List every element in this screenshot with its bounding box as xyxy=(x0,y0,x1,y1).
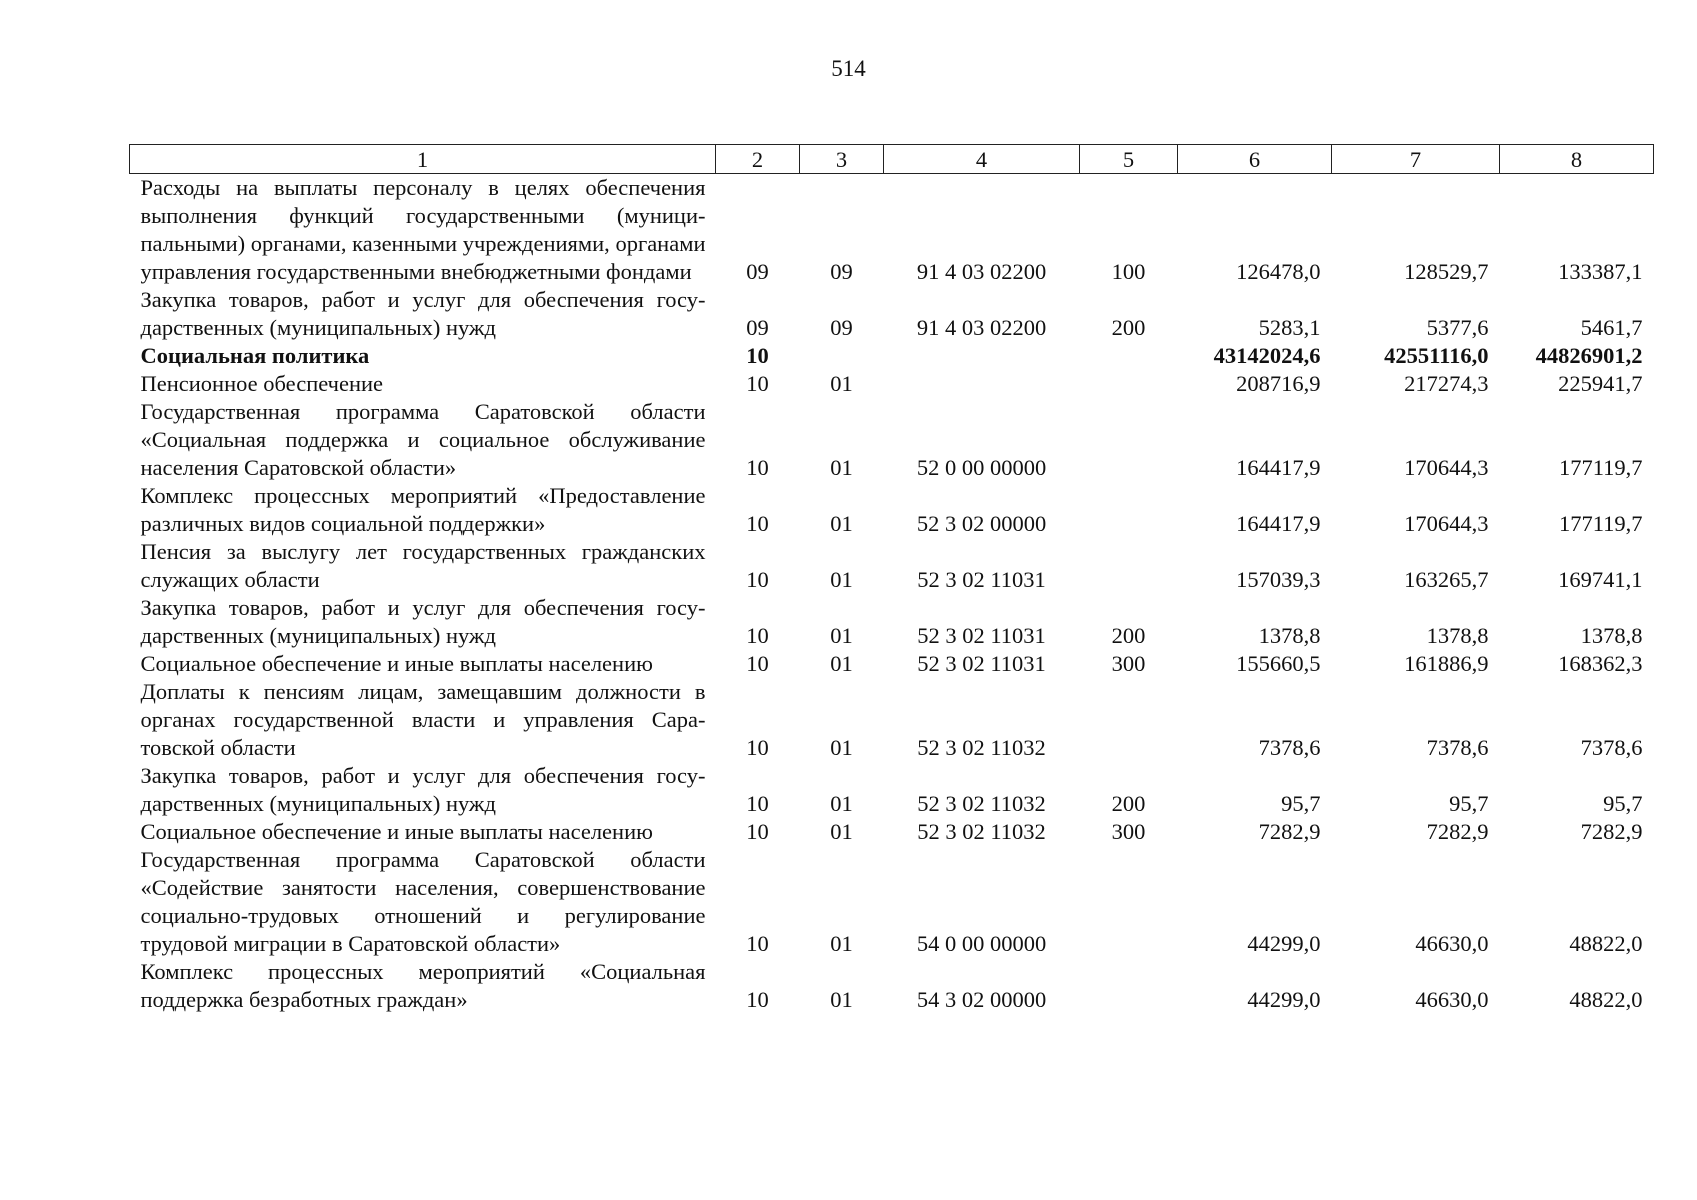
table-row xyxy=(130,398,1654,482)
subsection-code: 01 xyxy=(830,791,853,816)
item-name: Пенсионное обеспечение xyxy=(140,371,384,396)
subsection-code: 01 xyxy=(830,819,853,844)
item-name: Государственная программа Саратовской области «Социальная поддержка и социальное обслуживание населения Саратовской области» xyxy=(140,399,706,480)
amount-col-7: 217274,3 xyxy=(1404,371,1489,396)
header-col-4: 4 xyxy=(884,145,1080,174)
section-code: 10 xyxy=(746,651,769,676)
expense-type-code xyxy=(1080,398,1178,482)
budget-table xyxy=(129,144,1654,1014)
expense-type-code xyxy=(1080,678,1178,762)
amount-col-8: 169741,1 xyxy=(1558,567,1643,592)
amount-col-7: 46630,0 xyxy=(1415,931,1489,956)
section-code: 10 xyxy=(746,735,769,760)
amount-col-6: 7378,6 xyxy=(1258,735,1321,760)
subsection-code: 09 xyxy=(830,259,853,284)
amount-col-7: 46630,0 xyxy=(1415,987,1489,1012)
subsection-code: 01 xyxy=(830,371,853,396)
subsection-code: 09 xyxy=(830,315,853,340)
table-header-row xyxy=(130,145,1654,174)
section-code: 10 xyxy=(746,455,769,480)
table-row xyxy=(130,538,1654,594)
table-row xyxy=(130,958,1654,1014)
subsection-code: 01 xyxy=(830,735,853,760)
target-article-code: 52 3 02 11031 xyxy=(917,651,1046,676)
table-row xyxy=(130,370,1654,398)
target-article-code xyxy=(884,370,1080,398)
table-row xyxy=(130,594,1654,650)
amount-col-7: 95,7 xyxy=(1449,791,1489,816)
section-code: 10 xyxy=(746,343,769,368)
expense-type-code xyxy=(1080,342,1178,370)
item-name: Закупка товаров, работ и услуг для обеспечения государственных (муниципальных) нужд xyxy=(140,595,706,648)
amount-col-6: 5283,1 xyxy=(1258,315,1321,340)
amount-col-6: 1378,8 xyxy=(1258,623,1321,648)
subsection-code: 01 xyxy=(830,455,853,480)
amount-col-7: 7378,6 xyxy=(1426,735,1489,760)
amount-col-8: 177119,7 xyxy=(1558,511,1643,536)
item-name: Социальное обеспечение и иные выплаты населению xyxy=(140,651,653,676)
target-article-code: 52 3 02 11032 xyxy=(917,791,1046,816)
target-article-code: 91 4 03 02200 xyxy=(916,259,1047,284)
item-name: Комплекс процессных мероприятий «Социальная поддержка безработных граждан» xyxy=(140,959,706,1012)
amount-col-6: 164417,9 xyxy=(1236,455,1321,480)
item-name: Расходы на выплаты персоналу в целях обеспечения выполнения функций государственными (муниципальными) органами, казенными учреждениями, органами управления государственными внебюджетными фондами xyxy=(140,175,706,284)
expense-type-code: 300 xyxy=(1111,819,1146,844)
expense-type-code xyxy=(1080,370,1178,398)
subsection-code: 01 xyxy=(830,987,853,1012)
amount-col-6: 44299,0 xyxy=(1247,931,1321,956)
amount-col-6: 157039,3 xyxy=(1236,567,1321,592)
amount-col-7: 170644,3 xyxy=(1404,455,1489,480)
item-name: Комплекс процессных мероприятий «Предоставление различных видов социальной поддержки» xyxy=(140,483,706,536)
amount-col-7: 7282,9 xyxy=(1426,819,1489,844)
amount-col-7: 163265,7 xyxy=(1404,567,1489,592)
item-name: Закупка товаров, работ и услуг для обеспечения государственных (муниципальных) нужд xyxy=(140,287,706,340)
amount-col-6: 155660,5 xyxy=(1236,651,1321,676)
amount-col-6: 43142024,6 xyxy=(1213,343,1321,368)
amount-col-6: 95,7 xyxy=(1281,791,1321,816)
amount-col-6: 164417,9 xyxy=(1236,511,1321,536)
amount-col-8: 133387,1 xyxy=(1558,259,1643,284)
item-name: Государственная программа Саратовской области «Содействие занятости населения, совершенствование социально-трудовых отношений и регулирование трудовой миграции в Саратовской области» xyxy=(140,847,706,956)
header-col-6: 6 xyxy=(1178,145,1332,174)
table-row xyxy=(130,818,1654,846)
section-code: 09 xyxy=(746,315,769,340)
header-col-3: 3 xyxy=(800,145,884,174)
header-col-8: 8 xyxy=(1500,145,1654,174)
subsection-code: 01 xyxy=(830,931,853,956)
subsection-code: 01 xyxy=(830,511,853,536)
section-code: 10 xyxy=(746,987,769,1012)
amount-col-8: 1378,8 xyxy=(1580,623,1643,648)
target-article-code: 52 3 02 11032 xyxy=(917,819,1046,844)
amount-col-7: 161886,9 xyxy=(1404,651,1489,676)
expense-type-code: 100 xyxy=(1111,259,1146,284)
amount-col-8: 44826901,2 xyxy=(1535,343,1643,368)
target-article-code: 91 4 03 02200 xyxy=(916,315,1047,340)
section-code: 10 xyxy=(746,511,769,536)
amount-col-8: 225941,7 xyxy=(1558,371,1643,396)
amount-col-8: 7378,6 xyxy=(1580,735,1643,760)
amount-col-7: 170644,3 xyxy=(1404,511,1489,536)
amount-col-6: 126478,0 xyxy=(1236,259,1321,284)
subsection-code: 01 xyxy=(830,623,853,648)
section-code: 10 xyxy=(746,623,769,648)
target-article-code xyxy=(884,342,1080,370)
expense-type-code xyxy=(1080,958,1178,1014)
target-article-code: 54 3 02 00000 xyxy=(916,987,1047,1012)
amount-col-6: 44299,0 xyxy=(1247,987,1321,1012)
header-col-1: 1 xyxy=(130,145,716,174)
table-row xyxy=(130,650,1654,678)
subsection-code: 01 xyxy=(830,651,853,676)
section-code: 10 xyxy=(746,567,769,592)
amount-col-7: 1378,8 xyxy=(1426,623,1489,648)
header-col-2: 2 xyxy=(716,145,800,174)
section-code: 10 xyxy=(746,931,769,956)
amount-col-8: 48822,0 xyxy=(1569,931,1643,956)
table-row xyxy=(130,342,1654,370)
expense-type-code: 200 xyxy=(1111,623,1146,648)
amount-col-8: 7282,9 xyxy=(1580,819,1643,844)
section-code: 10 xyxy=(746,371,769,396)
table-body xyxy=(130,174,1654,1015)
target-article-code: 52 3 02 11031 xyxy=(917,623,1046,648)
target-article-code: 52 3 02 11032 xyxy=(917,735,1046,760)
target-article-code: 52 0 00 00000 xyxy=(916,455,1047,480)
amount-col-8: 48822,0 xyxy=(1569,987,1643,1012)
target-article-code: 52 3 02 11031 xyxy=(917,567,1046,592)
section-code: 10 xyxy=(746,819,769,844)
expense-type-code: 300 xyxy=(1111,651,1146,676)
amount-col-8: 168362,3 xyxy=(1558,651,1643,676)
table-row xyxy=(130,846,1654,958)
target-article-code: 52 3 02 00000 xyxy=(916,511,1047,536)
section-code: 10 xyxy=(746,791,769,816)
table-row xyxy=(130,482,1654,538)
expense-type-code: 200 xyxy=(1111,791,1146,816)
section-code: 09 xyxy=(746,259,769,284)
amount-col-7: 42551116,0 xyxy=(1384,343,1489,368)
subsection-code: 01 xyxy=(830,567,853,592)
table-row xyxy=(130,286,1654,342)
item-name: Закупка товаров, работ и услуг для обеспечения государственных (муниципальных) нужд xyxy=(140,763,706,816)
table-row xyxy=(130,678,1654,762)
table-row xyxy=(130,762,1654,818)
amount-col-7: 128529,7 xyxy=(1404,259,1489,284)
page-number: 514 xyxy=(831,56,866,81)
target-article-code: 54 0 00 00000 xyxy=(916,931,1047,956)
header-col-7: 7 xyxy=(1332,145,1500,174)
amount-col-8: 95,7 xyxy=(1603,791,1643,816)
amount-col-6: 208716,9 xyxy=(1236,371,1321,396)
item-name: Социальное обеспечение и иные выплаты населению xyxy=(140,819,653,844)
expense-type-code xyxy=(1080,482,1178,538)
item-name: Социальная политика xyxy=(140,343,370,368)
expense-type-code: 200 xyxy=(1111,315,1146,340)
expense-type-code xyxy=(1080,846,1178,958)
amount-col-8: 177119,7 xyxy=(1558,455,1643,480)
table-row xyxy=(130,174,1654,287)
subsection-code xyxy=(800,342,884,370)
item-name: Доплаты к пенсиям лицам, замещавшим должности в органах государственной власти и управления Саратовской области xyxy=(140,679,706,760)
amount-col-6: 7282,9 xyxy=(1258,819,1321,844)
item-name: Пенсия за выслугу лет государственных гражданских служащих области xyxy=(140,539,706,592)
amount-col-7: 5377,6 xyxy=(1426,315,1489,340)
header-col-5: 5 xyxy=(1080,145,1178,174)
amount-col-8: 5461,7 xyxy=(1580,315,1643,340)
expense-type-code xyxy=(1080,538,1178,594)
